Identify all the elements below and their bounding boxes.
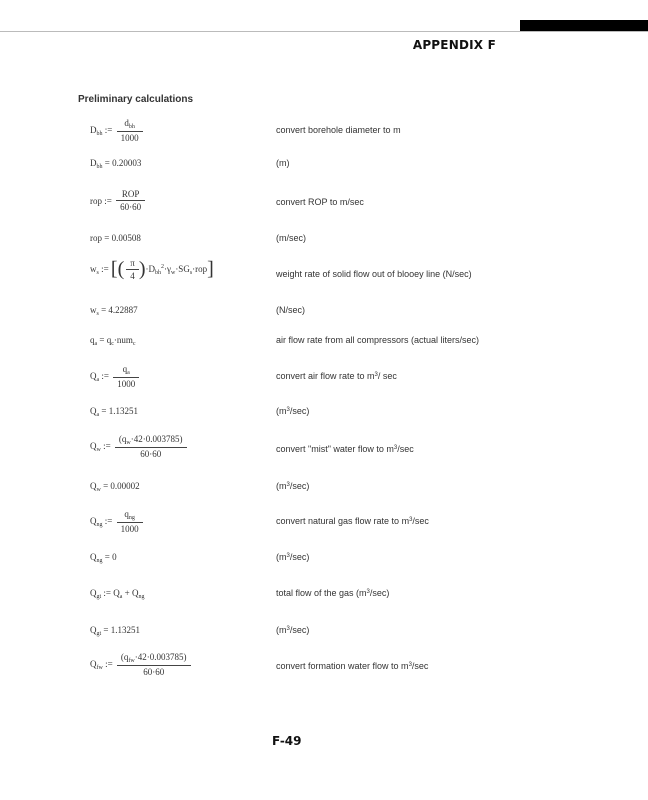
equation: $w_s$ := [( $\frac{\pi}{4}$ )$\cdot D_{bh}^2\cdot\gamma_w\cdot SG_s\cdot rop$] <box>90 258 214 281</box>
equation: $Q_{gt} = 1.13251$ <box>90 625 140 637</box>
equation: $Q_w$ := $\frac{(q_w\cdot 42\cdot 0.003785)}{60\cdot 60}$ <box>90 434 187 459</box>
equation: $D_{bh} = 0.20003$ <box>90 158 142 170</box>
description: (m/sec) <box>276 233 306 243</box>
equation: $Q_{gt}$ := $Q_a + Q_{ng}$ <box>90 588 145 600</box>
description: convert air flow rate to $m^3/$ sec <box>276 371 397 381</box>
description: (m) <box>276 158 290 168</box>
description: convert natural gas flow rate to $m^3/\sec$ <box>276 516 429 526</box>
description: (N/sec) <box>276 305 305 315</box>
description: air flow rate from all compressors (actual liters/sec) <box>276 335 480 345</box>
fraction: $\frac{(q_w\cdot 42\cdot 0.003785)}{60\cdot 60}$ <box>115 434 187 459</box>
calc-row-air-convert-def <box>0 362 648 392</box>
fraction: $\frac{q_a}{1000}$ <box>113 364 139 389</box>
section-title: Preliminary calculations <box>78 94 194 105</box>
description: $(m^3/\sec)$ <box>276 625 310 635</box>
description: total flow of the gas $(m^3/\sec)$ <box>276 588 390 598</box>
calc-row-mist-water-def <box>0 432 648 464</box>
description: convert ROP to m/sec <box>276 197 364 207</box>
equation: $Q_{ng} = 0$ <box>90 552 117 564</box>
calc-row-formation-water-def <box>0 650 648 682</box>
description: weight rate of solid flow out of blooey line (N/sec) <box>276 269 472 279</box>
equation: $Q_a = 1.13251$ <box>90 406 138 418</box>
fraction: $\frac{d_{bh}}{1000}$ <box>117 118 143 143</box>
equation: rop = 0.00508 <box>90 233 141 243</box>
description: $(m^3/\sec)$ <box>276 406 310 416</box>
description: convert borehole diameter to m <box>276 125 401 135</box>
calc-row-borehole-def <box>0 116 648 146</box>
equation: $Q_{fw}$ := $\frac{(q_{fw}\cdot 42\cdot 0.003785)}{60\cdot 60}$ <box>90 652 191 677</box>
page-number: F-49 <box>272 734 302 748</box>
equation: $q_a = q_c\cdot num_c$ <box>90 335 136 347</box>
equation: $w_s = 4.22887$ <box>90 305 138 317</box>
fraction: $\frac{(q_{fw}\cdot 42\cdot 0.003785)}{60\cdot 60}$ <box>117 652 191 677</box>
header-rule <box>0 31 648 32</box>
header-bar <box>520 20 648 31</box>
equation: $Q_a$ := $\frac{q_a}{1000}$ <box>90 364 139 389</box>
description: $(m^3/\sec)$ <box>276 552 310 562</box>
equation: $Q_{ng}$ := $\frac{q_{ng}}{1000}$ <box>90 509 143 534</box>
fraction: $\frac{\text{ROP}}{60\cdot 60}$ <box>116 189 145 212</box>
calc-row-natural-gas-def <box>0 507 648 537</box>
calc-row-rop-def <box>0 189 648 219</box>
calc-row-solid-flow-def <box>0 258 648 290</box>
equation: rop := $\frac{\text{ROP}}{60\cdot 60}$ <box>90 189 145 212</box>
fraction: $\frac{\pi}{4}$ <box>126 258 139 281</box>
equation: $D_{bh}$ := $\frac{d_{bh}}{1000}$ <box>90 118 143 143</box>
appendix-heading: APPENDIX F <box>412 38 496 52</box>
description: convert formation water flow to $m^3/\sec$ <box>276 661 429 671</box>
description: convert "mist" water flow to $m^3/\sec$ <box>276 444 414 454</box>
equation: $Q_w = 0.00002$ <box>90 481 140 493</box>
fraction: $\frac{q_{ng}}{1000}$ <box>117 509 143 534</box>
description: $(m^3/\sec)$ <box>276 481 310 491</box>
